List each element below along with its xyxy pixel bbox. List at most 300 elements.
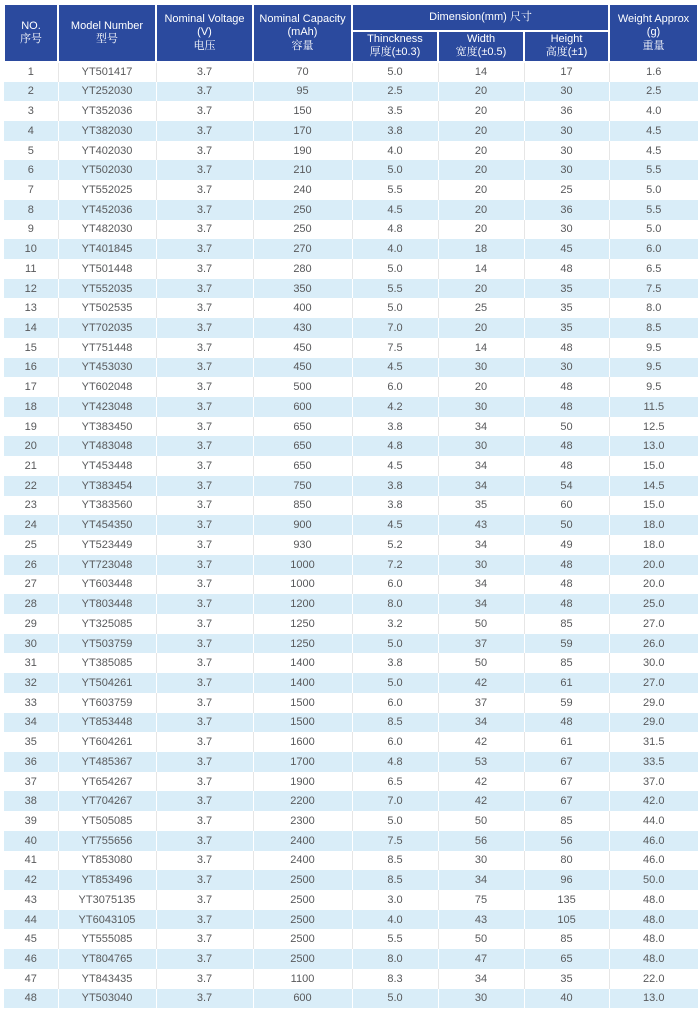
header-row-main (4, 4, 698, 31)
table-cell: 3.7 (156, 752, 253, 772)
table-cell: 37 (438, 693, 524, 713)
col-header-weight-en: Weight Approx (617, 12, 690, 25)
table-row (4, 338, 698, 358)
table-row (4, 535, 698, 555)
table-cell: 20 (438, 121, 524, 141)
table-cell: 2500 (253, 910, 352, 930)
table-cell: 14.5 (609, 476, 698, 496)
table-cell: 4.0 (352, 910, 438, 930)
table-cell: 3.7 (156, 732, 253, 752)
table-cell: YT252030 (58, 82, 156, 102)
col-header-width-zh: 宽度(±0.5) (455, 46, 507, 59)
table-cell: YT502030 (58, 160, 156, 180)
table-cell: 7.5 (352, 338, 438, 358)
table-cell: 500 (253, 377, 352, 397)
table-row (4, 752, 698, 772)
col-header-model-zh: 型号 (96, 32, 118, 45)
table-cell: 25.0 (609, 594, 698, 614)
table-cell: 85 (524, 929, 609, 949)
table-cell: YT755656 (58, 831, 156, 851)
table-cell: YT552025 (58, 180, 156, 200)
table-cell: 7.0 (352, 318, 438, 338)
col-header-weight-unit: (g) (646, 26, 661, 39)
table-cell: 35 (524, 969, 609, 989)
table-cell: 20 (438, 82, 524, 102)
table-cell: 3.7 (156, 594, 253, 614)
table-cell: YT604261 (58, 732, 156, 752)
col-header-height-zh: 高度(±1) (545, 46, 588, 59)
col-header-height (524, 31, 609, 62)
table-cell: 33 (4, 693, 58, 713)
table-cell: 13.0 (609, 989, 698, 1009)
table-cell: YT723048 (58, 555, 156, 575)
table-cell: 43 (438, 515, 524, 535)
col-header-width (438, 31, 524, 62)
table-cell: 17 (4, 377, 58, 397)
table-cell: 3.0 (352, 890, 438, 910)
table-cell: YT483048 (58, 436, 156, 456)
table-body (4, 62, 698, 1009)
table-cell: 50 (438, 929, 524, 949)
table-cell: 33.5 (609, 752, 698, 772)
col-header-thickness-en: Thinckness (367, 33, 423, 45)
table-cell: 4.8 (352, 220, 438, 240)
table-cell: 3.7 (156, 101, 253, 121)
table-cell: 1500 (253, 693, 352, 713)
table-cell: 75 (438, 890, 524, 910)
col-header-no (4, 4, 58, 62)
table-cell: 80 (524, 851, 609, 871)
table-cell: 34 (438, 713, 524, 733)
table-cell: 34 (438, 535, 524, 555)
col-header-voltage-zh: 电压 (193, 39, 216, 52)
table-cell: 43 (4, 890, 58, 910)
table-row (4, 910, 698, 930)
table-row (4, 180, 698, 200)
table-cell: 6.0 (352, 377, 438, 397)
table-cell: 43 (438, 910, 524, 930)
table-cell: 18 (4, 397, 58, 417)
table-row (4, 949, 698, 969)
table-cell: 3 (4, 101, 58, 121)
table-cell: 650 (253, 417, 352, 437)
table-cell: 5.0 (352, 259, 438, 279)
table-cell: YT454350 (58, 515, 156, 535)
table-cell: 14 (438, 259, 524, 279)
table-cell: 38 (4, 791, 58, 811)
table-cell: 26.0 (609, 634, 698, 654)
table-cell: 5.5 (352, 180, 438, 200)
table-cell: 48 (524, 713, 609, 733)
table-cell: 27.0 (609, 673, 698, 693)
table-cell: 70 (253, 62, 352, 82)
table-cell: 22.0 (609, 969, 698, 989)
table-cell: 600 (253, 397, 352, 417)
table-cell: 30 (438, 989, 524, 1009)
table-cell: 190 (253, 141, 352, 161)
table-cell: 42.0 (609, 791, 698, 811)
table-cell: 36 (524, 200, 609, 220)
table-cell: 5.0 (352, 673, 438, 693)
table-cell: 20 (438, 220, 524, 240)
table-cell: 34 (438, 456, 524, 476)
col-header-height-en: Height (550, 33, 583, 45)
table-row (4, 851, 698, 871)
table-cell: 28 (4, 594, 58, 614)
table-cell: 35 (524, 298, 609, 318)
table-row (4, 614, 698, 634)
table-cell: 7.5 (609, 279, 698, 299)
table-row (4, 456, 698, 476)
table-cell: 54 (524, 476, 609, 496)
table-cell: 6.0 (352, 732, 438, 752)
table-cell: 3.7 (156, 791, 253, 811)
table-cell: 50 (524, 515, 609, 535)
table-cell: 11.5 (609, 397, 698, 417)
col-header-voltage (156, 4, 253, 62)
table-cell: YT452036 (58, 200, 156, 220)
col-header-width-en: Width (466, 33, 496, 45)
table-cell: 20 (438, 101, 524, 121)
table-row (4, 417, 698, 437)
table-cell: 2 (4, 82, 58, 102)
table-cell: 61 (524, 673, 609, 693)
table-cell: 5.0 (352, 811, 438, 831)
table-cell: YT702035 (58, 318, 156, 338)
table-cell: 14 (438, 62, 524, 82)
table-cell: 2300 (253, 811, 352, 831)
table-cell: 2500 (253, 890, 352, 910)
table-row (4, 318, 698, 338)
table-cell: 47 (4, 969, 58, 989)
table-cell: 7.0 (352, 791, 438, 811)
table-row (4, 890, 698, 910)
table-cell: 4.5 (352, 456, 438, 476)
table-cell: YT555085 (58, 929, 156, 949)
table-cell: 850 (253, 496, 352, 516)
col-header-weight-zh: 重量 (642, 39, 665, 52)
table-cell: 20 (4, 436, 58, 456)
table-cell: 30 (438, 851, 524, 871)
col-header-capacity (253, 4, 352, 62)
table-cell: 36 (4, 752, 58, 772)
table-cell: 3.7 (156, 870, 253, 890)
table-cell: YT352036 (58, 101, 156, 121)
table-row (4, 653, 698, 673)
table-cell: 59 (524, 693, 609, 713)
table-cell: 2.5 (609, 82, 698, 102)
table-cell: 15.0 (609, 496, 698, 516)
table-cell: 1400 (253, 653, 352, 673)
table-cell: 1000 (253, 575, 352, 595)
table-cell: 3.7 (156, 456, 253, 476)
table-cell: 3.7 (156, 180, 253, 200)
table-cell: 1250 (253, 614, 352, 634)
table-cell: YT501417 (58, 62, 156, 82)
table-row (4, 239, 698, 259)
table-row (4, 82, 698, 102)
table-cell: 85 (524, 653, 609, 673)
table-cell: 3.8 (352, 476, 438, 496)
table-cell: YT853448 (58, 713, 156, 733)
table-cell: 270 (253, 239, 352, 259)
table-cell: 48 (4, 989, 58, 1009)
table-cell: 3.8 (352, 653, 438, 673)
table-row (4, 673, 698, 693)
table-cell: 430 (253, 318, 352, 338)
table-cell: 9.5 (609, 358, 698, 378)
table-cell: 12.5 (609, 417, 698, 437)
table-cell: 8.0 (609, 298, 698, 318)
table-cell: 16 (4, 358, 58, 378)
table-cell: YT804765 (58, 949, 156, 969)
col-header-no-en: NO. (21, 19, 41, 32)
table-cell: 48 (524, 555, 609, 575)
table-cell: YT523449 (58, 535, 156, 555)
table-cell: 50 (438, 811, 524, 831)
table-cell: 25 (4, 535, 58, 555)
table-cell: 48 (524, 594, 609, 614)
table-cell: 930 (253, 535, 352, 555)
table-cell: 85 (524, 811, 609, 831)
col-header-model-en: Model Number (70, 19, 144, 32)
table-cell: 29.0 (609, 713, 698, 733)
col-header-voltage-en: Nominal Voltage (164, 12, 245, 25)
table-cell: 150 (253, 101, 352, 121)
table-cell: 15.0 (609, 456, 698, 476)
table-cell: 3.7 (156, 358, 253, 378)
table-cell: 48 (524, 436, 609, 456)
table-cell: YT853496 (58, 870, 156, 890)
table-cell: 1600 (253, 732, 352, 752)
table-cell: 105 (524, 910, 609, 930)
table-cell: 3.7 (156, 693, 253, 713)
table-cell: 4.5 (352, 358, 438, 378)
table-cell: 3.7 (156, 673, 253, 693)
table-cell: 45 (4, 929, 58, 949)
table-cell: YT382030 (58, 121, 156, 141)
table-cell: 30 (438, 358, 524, 378)
table-cell: 34 (438, 575, 524, 595)
table-cell: 42 (438, 791, 524, 811)
table-cell: 750 (253, 476, 352, 496)
table-cell: YT383454 (58, 476, 156, 496)
table-cell: 1000 (253, 555, 352, 575)
table-cell: 6.5 (609, 259, 698, 279)
table-cell: 40 (524, 989, 609, 1009)
table-cell: 3.7 (156, 575, 253, 595)
table-cell: 3.7 (156, 890, 253, 910)
table-row (4, 575, 698, 595)
table-cell: 9.5 (609, 338, 698, 358)
table-cell: 3.7 (156, 200, 253, 220)
table-cell: 3.5 (352, 101, 438, 121)
table-cell: 6.5 (352, 772, 438, 792)
table-cell: 48 (524, 456, 609, 476)
table-cell: 2.5 (352, 82, 438, 102)
table-cell: 18 (438, 239, 524, 259)
table-cell: 30 (524, 160, 609, 180)
table-cell: 4.0 (352, 141, 438, 161)
table-row (4, 811, 698, 831)
table-cell: 85 (524, 614, 609, 634)
table-cell: 9.5 (609, 377, 698, 397)
table-cell: 5.0 (609, 180, 698, 200)
table-cell: 5.0 (352, 298, 438, 318)
table-cell: 3.7 (156, 62, 253, 82)
col-header-dimension: Dimension(mm) 尺寸 (352, 4, 609, 31)
table-cell: 48.0 (609, 949, 698, 969)
table-cell: 67 (524, 772, 609, 792)
table-cell: 7.5 (352, 831, 438, 851)
table-cell: 5.5 (352, 279, 438, 299)
table-cell: YT504261 (58, 673, 156, 693)
table-cell: 3.7 (156, 220, 253, 240)
table-cell: 8.5 (352, 870, 438, 890)
table-cell: 400 (253, 298, 352, 318)
table-cell: YT654267 (58, 772, 156, 792)
table-cell: 18.0 (609, 535, 698, 555)
table-cell: 34 (438, 594, 524, 614)
table-cell: 6.0 (352, 693, 438, 713)
table-cell: 17 (524, 62, 609, 82)
table-cell: 7.2 (352, 555, 438, 575)
table-cell: 3.7 (156, 515, 253, 535)
table-cell: 1 (4, 62, 58, 82)
table-cell: 30 (438, 555, 524, 575)
table-cell: 3.8 (352, 417, 438, 437)
table-cell: 46.0 (609, 851, 698, 871)
table-cell: 20 (438, 141, 524, 161)
table-cell: 3.7 (156, 929, 253, 949)
battery-spec-sheet (3, 3, 697, 1008)
table-cell: 250 (253, 200, 352, 220)
table-cell: 4 (4, 121, 58, 141)
table-cell: 25 (524, 180, 609, 200)
table-cell: 50 (438, 614, 524, 634)
table-cell: 30 (524, 82, 609, 102)
table-cell: 31 (4, 653, 58, 673)
table-cell: YT385085 (58, 653, 156, 673)
table-cell: 42 (438, 732, 524, 752)
table-cell: YT453030 (58, 358, 156, 378)
table-cell: 14 (438, 338, 524, 358)
table-cell: 3.7 (156, 851, 253, 871)
table-cell: 35 (438, 496, 524, 516)
table-row (4, 220, 698, 240)
table-cell: 48.0 (609, 929, 698, 949)
table-cell: 37 (4, 772, 58, 792)
table-cell: 30 (4, 634, 58, 654)
table-cell: 3.7 (156, 831, 253, 851)
table-cell: 48 (524, 377, 609, 397)
table-cell: 7 (4, 180, 58, 200)
table-cell: YT843435 (58, 969, 156, 989)
table-cell: 1900 (253, 772, 352, 792)
table-cell: 2400 (253, 831, 352, 851)
table-cell: 35 (4, 732, 58, 752)
col-header-no-zh: 序号 (20, 32, 42, 45)
table-cell: 135 (524, 890, 609, 910)
table-cell: 1.6 (609, 62, 698, 82)
table-cell: 3.7 (156, 653, 253, 673)
table-cell: 6 (4, 160, 58, 180)
table-cell: 46 (4, 949, 58, 969)
table-cell: 3.7 (156, 259, 253, 279)
table-cell: 20 (438, 200, 524, 220)
table-cell: 8.5 (352, 713, 438, 733)
table-row (4, 831, 698, 851)
table-cell: 3.7 (156, 989, 253, 1009)
table-cell: 13 (4, 298, 58, 318)
table-cell: 30 (524, 121, 609, 141)
table-cell: 3.8 (352, 496, 438, 516)
table-cell: 3.7 (156, 82, 253, 102)
table-cell: 2400 (253, 851, 352, 871)
table-cell: 30.0 (609, 653, 698, 673)
table-cell: 3.7 (156, 160, 253, 180)
col-header-weight (609, 4, 698, 62)
table-cell: 3.7 (156, 949, 253, 969)
table-cell: 5.5 (609, 200, 698, 220)
table-row (4, 594, 698, 614)
table-cell: 3.7 (156, 318, 253, 338)
table-row (4, 989, 698, 1009)
table-cell: YT803448 (58, 594, 156, 614)
table-cell: 37 (438, 634, 524, 654)
table-cell: 65 (524, 949, 609, 969)
table-cell: 3.7 (156, 436, 253, 456)
table-cell: 5.0 (352, 634, 438, 654)
col-header-thickness (352, 31, 438, 62)
table-cell: 23 (4, 496, 58, 516)
table-cell: 20 (438, 318, 524, 338)
table-cell: 3.7 (156, 141, 253, 161)
table-row (4, 101, 698, 121)
table-row (4, 279, 698, 299)
table-cell: 20.0 (609, 575, 698, 595)
battery-spec-table (3, 3, 699, 1008)
table-cell: 29 (4, 614, 58, 634)
table-cell: 3.7 (156, 634, 253, 654)
table-cell: 450 (253, 338, 352, 358)
table-cell: 35 (524, 318, 609, 338)
table-cell: 4.0 (352, 239, 438, 259)
table-cell: 2500 (253, 949, 352, 969)
table-cell: 39 (4, 811, 58, 831)
table-row (4, 693, 698, 713)
table-cell: 67 (524, 791, 609, 811)
table-cell: 21 (4, 456, 58, 476)
table-cell: 3.7 (156, 535, 253, 555)
table-row (4, 515, 698, 535)
table-cell: 13.0 (609, 436, 698, 456)
table-cell: YT503759 (58, 634, 156, 654)
table-cell: 56 (524, 831, 609, 851)
table-cell: 5.2 (352, 535, 438, 555)
table-cell: 22 (4, 476, 58, 496)
table-row (4, 160, 698, 180)
table-cell: 20 (438, 377, 524, 397)
table-cell: YT482030 (58, 220, 156, 240)
table-cell: 10 (4, 239, 58, 259)
table-cell: YT505085 (58, 811, 156, 831)
table-cell: 49 (524, 535, 609, 555)
table-cell: 3.7 (156, 121, 253, 141)
table-cell: YT401845 (58, 239, 156, 259)
table-cell: 24 (4, 515, 58, 535)
table-cell: 1500 (253, 713, 352, 733)
